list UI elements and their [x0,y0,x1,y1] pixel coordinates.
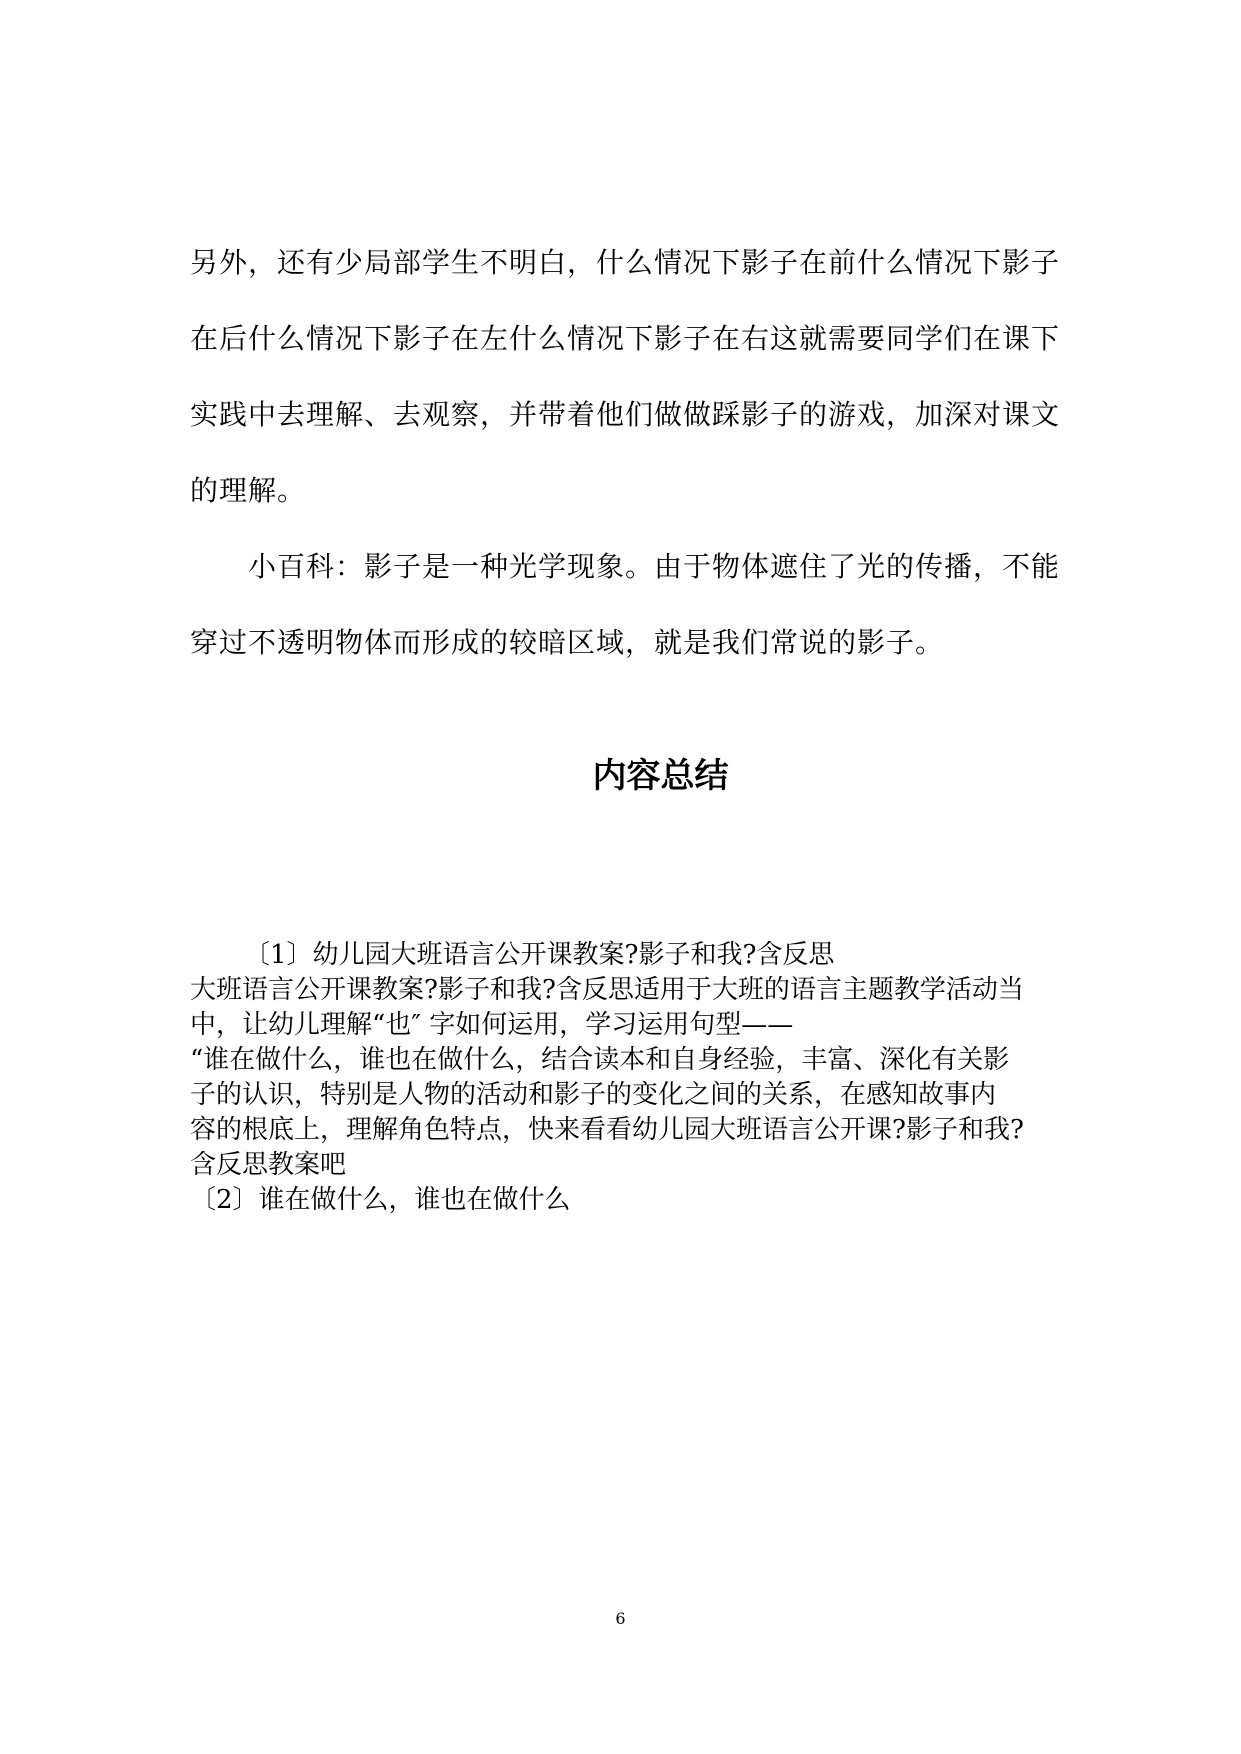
summary-line: 含反思教案吧 [190,1150,347,1180]
summary-line: 大班语言公开课教案?影子和我?含反思适用于大班的语言主题教学活动当 [190,975,1024,1005]
summary-block [190,938,1070,1218]
section-title: 内容总结 [592,756,729,796]
summary-line: 容的根底上，理解角色特点，快来看看幼儿园大班语言公开课?影子和我? [190,1115,1024,1145]
body-text [190,225,1060,681]
page-number: 6 [615,1609,626,1628]
paragraph-observation: 另外，还有少局部学生不明白，什么情况下影子在前什么情况下影子在后什么情况下影子在左什么情况下影子在右这就需要同学们在课下实践中去理解、去观察，并带着他们做做踩影子的游戏，加深对课文的理解。 [190,246,1061,507]
paragraph-encyclopedia: 小百科：影子是一种光学现象。由于物体遮住了光的传播，不能穿过不透明物体而形成的较暗区域，就是我们常说的影子。 [190,550,1061,659]
summary-line: 〔1〕幼儿园大班语言公开课教案?影子和我?含反思 [244,940,835,970]
summary-line: 〔2〕谁在做什么，谁也在做什么 [190,1185,571,1215]
summary-line: “谁在做什么，谁也在做什么，结合读本和自身经验，丰富、深化有关影 [190,1045,1010,1075]
summary-line: 中，让幼儿理解“也″ 字如何运用，学习运用句型—— [190,1010,794,1040]
summary-line: 子的认识，特别是人物的活动和影子的变化之间的关系，在感知故事内 [190,1080,997,1110]
